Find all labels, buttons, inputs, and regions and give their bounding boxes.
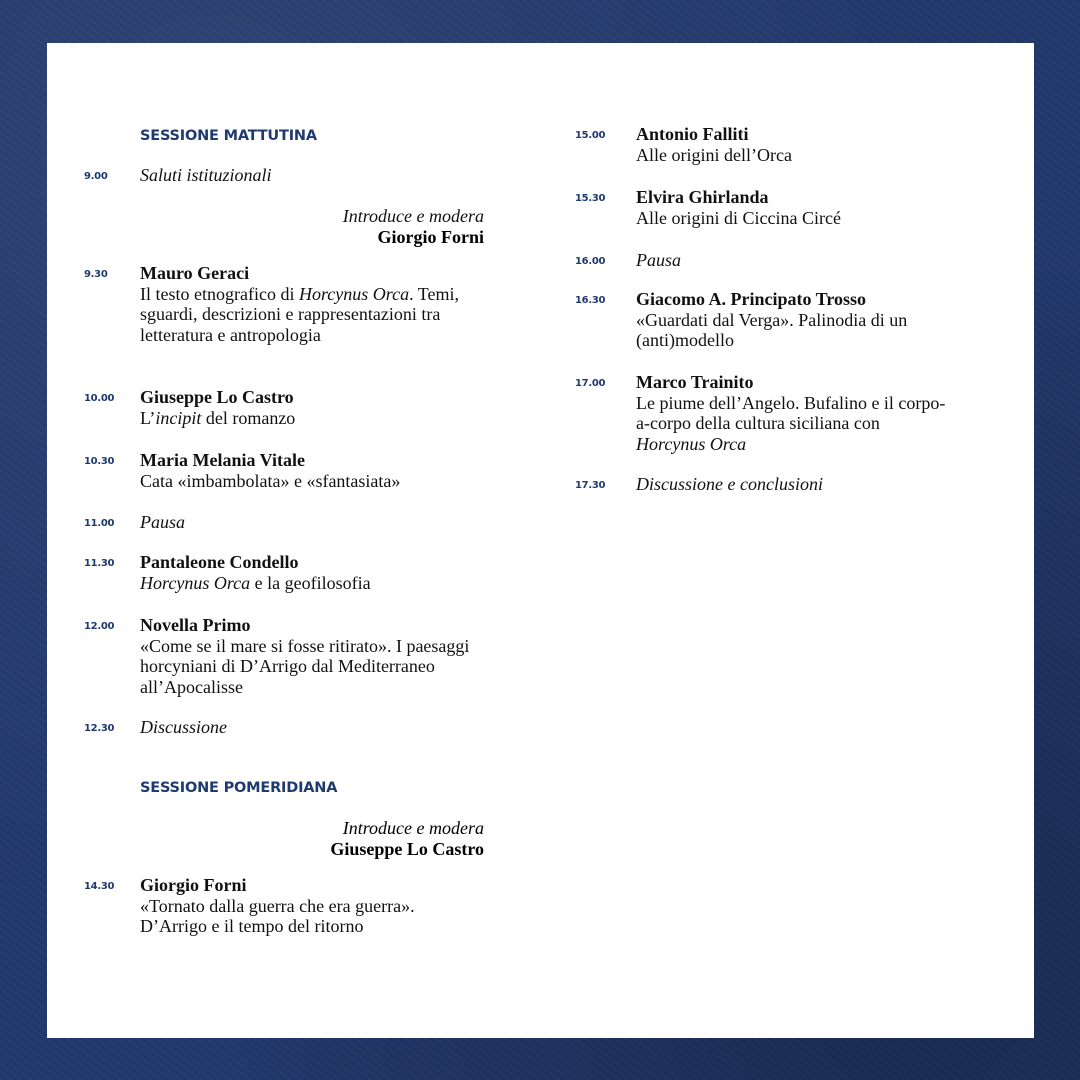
time-label: 17.00 [575,378,606,389]
break-label: Pausa [636,250,681,270]
speaker-name: Antonio Falliti [636,124,749,144]
moderation-label: Introduce e modera [342,206,484,226]
talk-title: «Tornato dalla guerra che era guerra». D’Arrigo e il tempo del ritorno [140,895,415,936]
time-label: 9.00 [84,171,108,182]
time-label: 14.30 [84,881,115,892]
talk-title: Alle origini dell’Orca [636,144,792,165]
item-content [636,250,946,271]
item-content [140,387,470,428]
time-label: 15.30 [575,193,606,204]
item-content [636,124,946,165]
time-label: 17.30 [575,480,606,491]
item-content [140,875,470,937]
item-content [140,717,470,738]
speaker-name: Marco Trainito [636,372,754,392]
time-label: 9.30 [84,269,108,280]
speaker-name: Giacomo A. Principato Trosso [636,289,867,309]
time-label: 16.00 [575,256,606,267]
item-content [140,263,470,345]
talk-title: Cata «imbambolata» e «sfantasiata» [140,470,401,491]
item-content [140,552,470,593]
time-label: 10.00 [84,393,115,404]
item-content [636,372,946,454]
time-label: 10.30 [84,456,115,467]
speaker-name: Maria Melania Vitale [140,450,305,470]
break-label: Discussione e conclusioni [636,474,823,494]
break-label: Pausa [140,512,185,532]
speaker-name: Elvira Ghirlanda [636,187,769,207]
moderation-label: Introduce e modera [342,818,484,838]
opening-text: Saluti istituzionali [140,165,272,185]
speaker-name: Giorgio Forni [140,875,247,895]
moderator-name: Giuseppe Lo Castro [330,838,484,859]
moderator-name: Giorgio Forni [377,226,484,247]
time-label: 12.30 [84,723,115,734]
time-label: 16.30 [575,295,606,306]
talk-title: «Come se il mare si fosse ritirato». I paesaggi horcyniani di D’Arrigo dal Mediterraneo all’Apocalisse [140,635,470,697]
item-content [636,187,946,228]
program-sheet [47,43,1034,1038]
item-content [636,474,946,495]
speaker-name: Pantaleone Condello [140,552,299,572]
item-content [140,615,470,697]
talk-title: «Guardati dal Verga». Palinodia di un (anti)modello [636,309,908,350]
time-label: 11.30 [84,558,115,569]
item-content [140,450,470,491]
talk-title: Le piume dell’Angelo. Bufalino e il corpo-a-corpo della cultura siciliana con Horcynus Orca [636,392,946,454]
talk-title: L’incipit del romanzo [140,407,296,428]
afternoon-session-heading: SESSIONE POMERIDIANA [140,780,338,796]
break-label: Discussione [140,717,227,737]
speaker-name: Mauro Geraci [140,263,250,283]
item-content [636,289,946,351]
speaker-name: Novella Primo [140,615,251,635]
time-label: 11.00 [84,518,115,529]
talk-title: Horcynus Orca e la geofilosofia [140,572,371,593]
item-content [140,512,470,533]
time-label: 12.00 [84,621,115,632]
time-label: 15.00 [575,130,606,141]
talk-title: Alle origini di Ciccina Circé [636,207,841,228]
morning-session-heading: SESSIONE MATTUTINA [140,128,317,144]
talk-title: Il testo etnografico di Horcynus Orca. Temi, sguardi, descrizioni e rappresentazioni tra letteratura e antropologia [140,283,460,345]
speaker-name: Giuseppe Lo Castro [140,387,294,407]
